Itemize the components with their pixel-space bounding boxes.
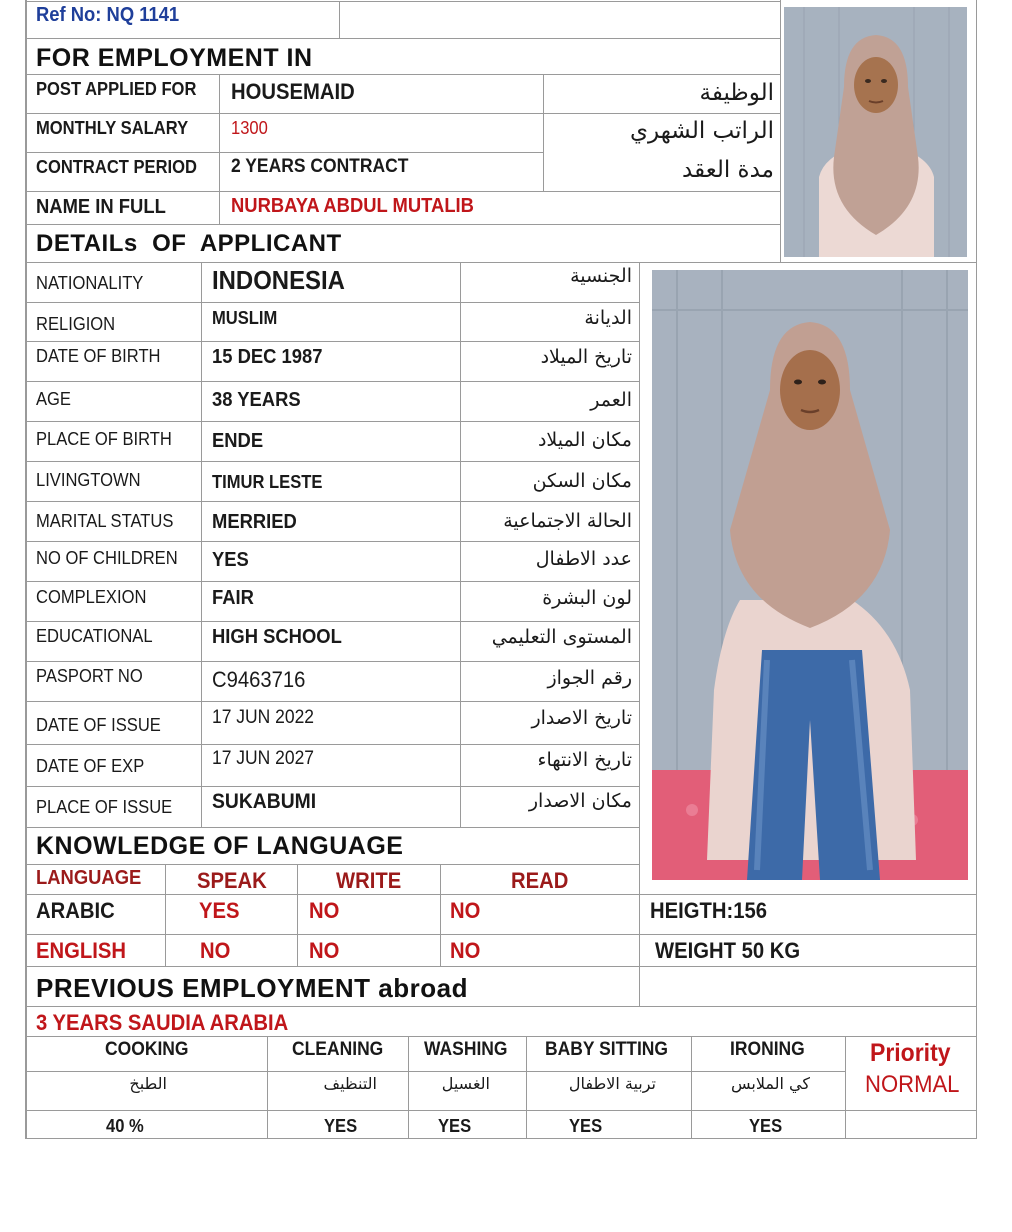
details-title: DETAILs OF APPLICANT xyxy=(36,230,342,257)
passport-photo-drawing xyxy=(784,7,967,257)
full-photo-drawing xyxy=(652,270,968,880)
skill-arabic-washing: الغسيل xyxy=(441,1074,490,1093)
detail-value: ENDE xyxy=(212,430,264,452)
skill-arabic-cleaning: التنظيف xyxy=(323,1074,377,1093)
skill-name-cleaning: CLEANING xyxy=(292,1039,384,1060)
post-value: HOUSEMAID xyxy=(231,79,355,104)
detail-label: EDUCATIONAL xyxy=(36,626,153,646)
detail-arabic: عدد الاطفال xyxy=(535,548,632,570)
skill-name-washing: WASHING xyxy=(424,1039,508,1060)
detail-label: NO OF CHILDREN xyxy=(36,548,178,568)
detail-value: 17 JUN 2027 xyxy=(212,748,315,769)
detail-label: COMPLEXION xyxy=(36,587,147,607)
contract-arabic: مدة العقد xyxy=(682,157,774,183)
detail-arabic: الديانة xyxy=(584,307,632,329)
language-speak: NO xyxy=(200,938,231,963)
detail-arabic: مكان الاصدار xyxy=(528,790,632,812)
language-read: NO xyxy=(450,938,481,963)
detail-value: 38 YEARS xyxy=(212,389,301,411)
language-header-read: READ xyxy=(511,868,569,893)
skill-arabic-cooking: الطبخ xyxy=(129,1074,167,1093)
detail-label: NATIONALITY xyxy=(36,273,144,293)
previous-employment-value: 3 YEARS SAUDIA ARABIA xyxy=(36,1010,289,1035)
detail-value: TIMUR LESTE xyxy=(212,472,323,492)
priority-label: Priority xyxy=(870,1039,951,1067)
previous-employment-title: PREVIOUS EMPLOYMENT abroad xyxy=(36,973,468,1003)
salary-label: MONTHLY SALARY xyxy=(36,118,189,138)
height-value: HEIGTH:156 xyxy=(650,898,767,923)
language-header-speak: SPEAK xyxy=(197,868,267,893)
skill-name-baby-sitting: BABY SITTING xyxy=(545,1039,669,1060)
detail-arabic: رقم الجواز xyxy=(547,667,632,689)
skill-name-ironing: IRONING xyxy=(730,1039,805,1060)
detail-arabic: تاريخ الميلاد xyxy=(540,346,632,368)
detail-value: HIGH SCHOOL xyxy=(212,626,342,648)
language-write: NO xyxy=(309,898,340,923)
contract-label: CONTRACT PERIOD xyxy=(36,157,197,177)
detail-arabic: المستوى التعليمي xyxy=(491,626,632,648)
detail-arabic: الجنسية xyxy=(570,265,632,287)
detail-arabic: مكان السكن xyxy=(532,470,632,492)
detail-label: DATE OF ISSUE xyxy=(36,715,161,735)
detail-arabic: لون البشرة xyxy=(542,587,632,609)
detail-label: DATE OF BIRTH xyxy=(36,346,161,366)
applicant-full-photo xyxy=(652,270,968,880)
skill-arabic-ironing: كي الملابس xyxy=(730,1074,810,1093)
detail-label: LIVINGTOWN xyxy=(36,470,141,490)
detail-label: RELIGION xyxy=(36,314,116,334)
detail-value: MERRIED xyxy=(212,511,297,533)
skill-name-cooking: COOKING xyxy=(105,1039,189,1060)
detail-value: MUSLIM xyxy=(212,308,278,328)
detail-arabic: مكان الميلاد xyxy=(537,429,632,451)
skill-value-cooking: 40 % xyxy=(106,1116,144,1136)
detail-arabic: العمر xyxy=(590,389,632,411)
detail-label: PASPORT NO xyxy=(36,666,143,686)
employment-title: FOR EMPLOYMENT IN xyxy=(36,44,313,72)
detail-label: PLACE OF ISSUE xyxy=(36,797,173,817)
language-title: KNOWLEDGE OF LANGUAGE xyxy=(36,832,404,860)
salary-arabic: الراتب الشهري xyxy=(630,118,774,144)
language-header-language: LANGUAGE xyxy=(36,867,142,889)
detail-value: 17 JUN 2022 xyxy=(212,707,315,728)
detail-arabic: تاريخ الاصدار xyxy=(531,707,632,729)
skill-value-baby-sitting: YES xyxy=(569,1116,603,1136)
post-label: POST APPLIED FOR xyxy=(36,79,197,99)
salary-value: 1300 xyxy=(231,118,268,138)
detail-value: SUKABUMI xyxy=(212,790,317,813)
detail-label: MARITAL STATUS xyxy=(36,511,174,531)
detail-label: DATE OF EXP xyxy=(36,756,145,776)
post-arabic: الوظيفة xyxy=(699,80,774,106)
detail-value: C9463716 xyxy=(212,667,306,692)
detail-arabic: الحالة الاجتماعية xyxy=(503,510,632,532)
ref-number: Ref No: NQ 1141 xyxy=(36,4,180,26)
skill-value-cleaning: YES xyxy=(324,1116,358,1136)
skill-arabic-baby-sitting: تربية الاطفال xyxy=(568,1074,656,1093)
skill-value-ironing: YES xyxy=(749,1116,783,1136)
detail-label: PLACE OF BIRTH xyxy=(36,429,172,449)
language-write: NO xyxy=(309,938,340,963)
detail-value: YES xyxy=(212,549,249,571)
detail-arabic: تاريخ الانتهاء xyxy=(537,749,632,771)
language-speak: YES xyxy=(199,898,240,923)
priority-value: NORMAL xyxy=(865,1071,960,1098)
weight-value: WEIGHT 50 KG xyxy=(655,938,801,963)
detail-label: AGE xyxy=(36,389,71,409)
detail-value: INDONESIA xyxy=(212,265,345,295)
language-header-write: WRITE xyxy=(336,868,402,893)
language-name: ARABIC xyxy=(36,898,115,923)
detail-value: 15 DEC 1987 xyxy=(212,346,323,368)
applicant-name: NURBAYA ABDUL MUTALIB xyxy=(231,195,474,217)
skill-value-washing: YES xyxy=(438,1116,472,1136)
detail-value: FAIR xyxy=(212,587,254,609)
applicant-passport-photo xyxy=(784,7,967,257)
name-label: NAME IN FULL xyxy=(36,196,166,218)
language-read: NO xyxy=(450,898,481,923)
contract-value: 2 YEARS CONTRACT xyxy=(231,156,409,177)
language-name: ENGLISH xyxy=(36,938,126,963)
